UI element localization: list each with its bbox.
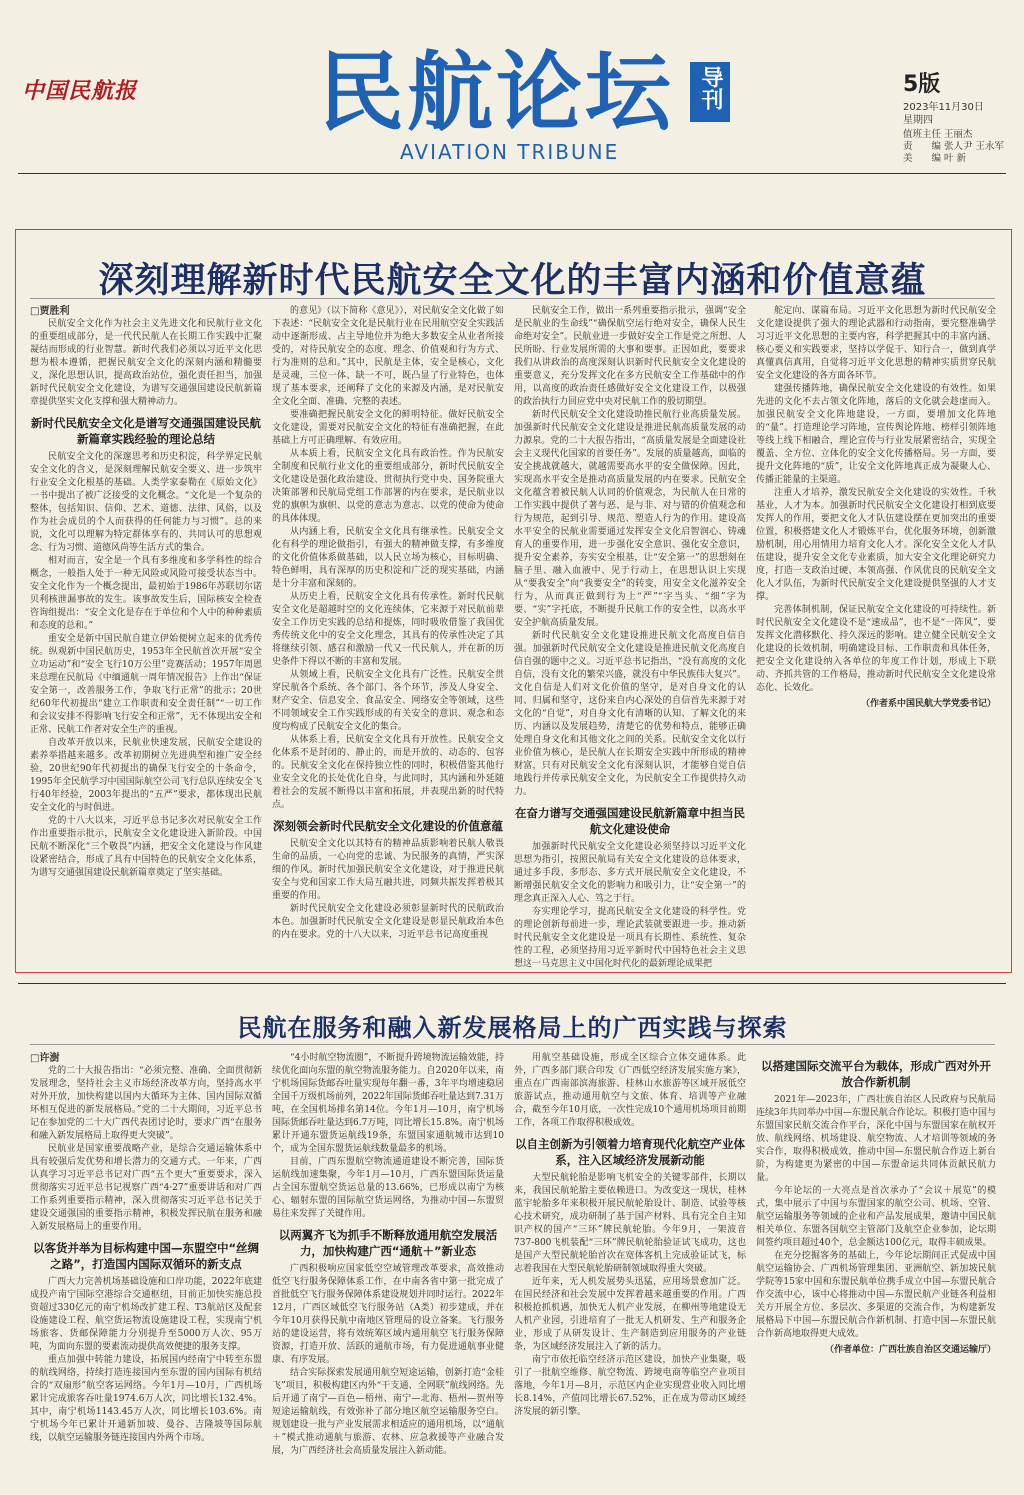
article-2-column-3 xyxy=(514,1052,746,1482)
article-1-byline: □贾胜利 xyxy=(30,306,70,317)
dateline xyxy=(903,101,984,127)
paragraph: 结合实际探索发展通用航空短途运输，创新打造“金桂飞”项目，积极构建区内外“干支通、全网联”航线网络。先后开通了南宁—百色—梧州、南宁—北海、梧州—贺州等短途运输航线，有效弥补了部分地区航空运输服务空白。规划建设一批与产业发展需求相适应的通用机场，以“通航＋”模式推动通航与旅游、农林、应急救援等产业融合发展，为广西经济社会高质量发展注入新动能。 xyxy=(272,1368,504,1456)
article-1-column-3 xyxy=(514,305,746,969)
paragraph: 近年来，无人机发展势头迅猛，应用场景愈加广泛。在国民经济和社会发展中发挥着越来越重要的作用。广西积极抢抓机遇，加快无人机产业发展，在柳州等地建设无人机产业园，引进培育了一批无人机研发、生产和服务企业，形成了从研发设计、生产制造到应用服务的产业链条，为区域经济发展注入了新的活力。 xyxy=(514,1277,746,1352)
paragraph: 重安全是新中国民航自建立伊始便树立起来的优秀传统。纵观新中国民航历史，1953年全民航首次开展“安全立功运动”和“安全飞行10万公里”竞赛活动；1957年周恩来总理在民航局《中缅通航一周年情况报告》上作出“保证安全第一，改善服务工作，争取飞行正常”的批示；20世纪60年代初提出“建立工作职责和安全责任制”“一切工作和会议安排不得影响飞行安全和正常”，无不体现出安全和正常、民航工作者对安全生产的重视。 xyxy=(30,634,262,735)
staff-line: 美 编 叶 新 xyxy=(903,153,967,164)
article-2-subheading-2: 以两翼齐飞为抓手不断释放通用航空发展活力，加快构建广西“通航＋”新业态 xyxy=(278,1228,498,1258)
paragraph: 新时代民航安全文化建设助推民航行业高质量发展。加强新时代民航安全文化建设是推进民航高质量发展的动力源泉。党的二十大报告指出，“高质量发展是全面建设社会主义现代化国家的首要任务”。发展的质量越高，面临的安全挑战就越大，就越需要高水平的安全做保障。因此，实现高水平安全是推动高质量发展的内在要求。民航安全文化蕴含着被民航人认同的价值观念，为民航人在日常的工作实践中提供了著与恶、是与非、对与错的价值观念和行为规范，起到引导、规范、塑造人行为的作用。建设高水平安全的民航业需要通过发挥安全文化启智润心、铸魂育人的重要作用，进一步强化安全意识、强化安全意识，提升安全素养，夯实安全根基，让“安全第一”的思想刻在脑子里、融入血液中、见于行动上，在思想认识上实现从“要我安全”向“我要安全”的转变，用安全文化滋养安全行为，从而真正做到行为上“严”“字当头、“细”字为要、“实”字托底，不断提升民航工作的安全性，以高水平安全护航高质量发展。 xyxy=(514,410,746,628)
article-1-subheading-2: 深刻领会新时代民航安全文化建设的价值意蕴 xyxy=(273,819,503,833)
paragraph: 在充分挖掘客务的基础上，今年论坛期间正式促成中国航空运输协会、广西机场管理集团、亚洲航空、新加坡民航学院等15家中国和东盟民航单位携手成立中国—东盟民航合作交流中心，该中心将推动中国—东盟民航产业链各利益相关方开展全方位、多层次、多渠道的交流合作，为构建新发展格局下中国—东盟民航合作新机制、打造中国—东盟民航合作新高地取得更大成效。 xyxy=(756,1251,996,1339)
paragraph: 注重人才培养，激发民航安全文化建设的实效性。千秋基业，人才为本。加强新时代民航安全文化建设打相到底要发挥人的作用，要把文化人才队伍建设摆在更加突出的重要位置，积极搭建文化人才锻炼平台，优化服务环境，创新激励机制，用心用情用力培育文化人才。深化安全文化人才队伍建设，提升安全文化专业素质，加大安全文化理论研究力度，打造一支政治过硬、本领高强、作风优良的民航安全文化人才队伍，为新时代民航安全文化建设提供坚强的人才支撑。 xyxy=(756,488,996,602)
headline-rule xyxy=(30,298,995,299)
masthead-english: AVIATION TRIBUNE xyxy=(400,140,620,164)
paragraph: 建强传播阵地，确保民航安全文化建设的有效性。如果先进的文化不去占领文化阵地，落后的文化就会趁虚而入。加强民航安全文化阵地建设，一方面，要增加文化阵地的“量”。打造理论学习阵地，宣传舆论阵地、榜样引领阵地等线上线下相融合，理论宣传与行业发展紧密结合，实现全覆盖、全方位、立体化的安全文化传播格局。另一方面，要提升文化阵地的“质”，让安全文化阵地真正成为凝聚人心、传播正能量的主渠道。 xyxy=(756,384,996,485)
paragraph: 完善体制机制，保证民航安全文化建设的可持续性。新时代民航安全文化建设不是“速成品”，也不是“一阵风”，要发挥文化潜移默化、持久深远的影响。建立健全民航安全文化建设的长效机制，明确建设目标、工作职责和具体任务，把安全文化建设纳入各单位的年度工作计划，形成上下联动、齐抓共管的工作格局，推动新时代民航安全文化建设常态化、长效化。 xyxy=(756,605,996,693)
paragraph: 的意见》（以下简称《意见》），对民航安全文化做了如下表述：“民航安全文化是民航行业在民用航空安全实践活动中逐渐形成、占主导地位并为绝大多数安全从业者所接受的，对待民航安全的态度、理念、价值观和行为方式、行为准则的总和。”其中，民航是主体，安全是核心，文化是灵魂，三位一体、缺一不可，既凸显了行业特色，也体现了基本要求，还阐释了文化的来源及内涵，是对民航安全文化全面、准确、完整的表述。 xyxy=(272,306,504,407)
newspaper-logo: 中国民航报 xyxy=(22,78,138,104)
paragraph: 舵定向、谋篇布局。习近平文化思想为新时代民航安全文化建设提供了强大的理论武器和行动指南，要完整准确学习习近平文化思想的主要内容，科学把握其中的丰富内涵、核心要义和实践要求，坚持以学促干、知行合一，做到真学真懂真信真用，自觉将习近平文化思想的精神实质贯穿民航安全文化建设的各方面各环节。 xyxy=(756,306,996,381)
paragraph: 从体系上看，民航安全文化具有开放性。民航安全文化体系不是封闭的、静止的，而是开放的、动态的、包容的。民航安全文化在保持独立性的同时，积极借鉴其他行业安全文化的长处优化自身，与此同时，其内涵和外延随着社会的发展不断得以丰富和拓展，并表现出新的时代特点。 xyxy=(272,735,504,810)
paragraph: 南宁市依托临空经济示范区建设，加快产业集聚，吸引了一批航空维修、航空物流、跨境电商等临空产业项目落地，今年1月—8月，示范区内企业实现营业收入同比增长8.14%，产值同比增长67.52%，正在成为带动区域经济发展的新引擎。 xyxy=(514,1355,746,1417)
staff-line: 责 编 张人尹 王永军 xyxy=(903,141,1005,152)
paragraph: 相对而言，安全是一个具有多维度和多学科性的综合概念，一般指人处于一种无风险或风险可接受状态当中。安全文化作为一个概念提出，最初始于1986年苏联切尔诺贝利核泄漏事故的发生。该事故发生后，国际核安全检查咨询组提出：“安全文化是存在于单位和个人中的种种素质和态度的总和。” xyxy=(30,556,262,631)
paragraph: 民航安全工作，做出一系列重要指示批示，强调“安全是民航业的生命线”“确保航空运行绝对安全，确保人民生命绝对安全”。民航业进一步做好安全工作是党之所想、人民所盼、行业发展所需的大事和要事。正因如此，要要求我们从讲政治的高度深刻认识新时代民航安全文化建设的重要意义，充分发挥文化在多方民航安全工作基础中的作用，以高度的政治责任感做好安全文化建设工作，以极强的政治执行力回应党中央对民航工作的殷切期望。 xyxy=(514,306,746,407)
paragraph: 新时代民航安全文化建设必须彰显新时代的民航政治本色。加强新时代民航安全文化建设是彰显民航政治本色的内在要求。党的十八大以来，习近平总书记高度重视 xyxy=(272,904,504,940)
paragraph: 从领域上看，民航安全文化具有广泛性。民航安全贯穿民航各个系统、各个部门、各个环节，涉及人身安全、财产安全、信息安全、食品安全、网络安全等领域，这些不同领域安全工作实践形成的有关安全的意识、观念和态度均构成了民航安全文化的集合。 xyxy=(272,670,504,732)
paragraph: 党的十八大以来，习近平总书记多次对民航安全工作作出重要指示批示，民航安全文化建设进入新阶段。中国民航不断深化“三个敬畏”内涵，把安全文化建设与作风建设紧密结合，形成了具有中国特色的民航安全文化体系，为谱写交通强国建设民航新篇章奠定了坚实基础。 xyxy=(30,816,262,878)
paragraph: 党的二十大报告指出：“必须完整、准确、全面贯彻新发展理念，坚持社会主义市场经济改革方向，坚持高水平对外开放，加快构建以国内大循环为主体、国内国际双循环相互促进的新发展格局。”党的二十大期间，习近平总书记在参加党的二十大广西代表团讨论时，要求广西“在服务和融入新发展格局上取得更大突破”。 xyxy=(30,1066,262,1141)
paragraph: 大型民航轮胎是影响飞机安全的关键零部件，长期以来，我国民航轮胎主要依赖进口。为改变这一现状，桂林蓝宇轮胎多年来积极开展民航轮胎设计、制造、试验等核心技术研究，成功研制了基于国产材料、具有完全自主知识产权的国产“三环”牌民航轮胎。今年9月，一架波音737-800飞机装配“三环”牌民航轮胎验证试飞成功，这也是国产大型民航轮胎首次在宽体客机上完成验证试飞，标志着我国在大型民航轮胎研制领域取得重大突破。 xyxy=(514,1173,746,1274)
section-divider xyxy=(18,983,1006,984)
paragraph: 从本质上看，民航安全文化具有政治性。作为民航安全制度和民航行业文化的重要组成部分，新时代民航安全文化建设是强化政治建设、贯彻执行党中央、国务院重大决策部署和民航局党组工作部署的内在要求，是民航业以党的旗帜为旗帜、以党的意志为意志、以党的使命为使命的具体体现。 xyxy=(272,449,504,524)
article-1-headline: 深刻理解新时代民航安全文化的丰富内涵和价值意蕴 xyxy=(98,260,927,301)
article-2-subheading-1: 以客货并举为目标构建中国—东盟空中“丝绸之路”，打造国内国际双循环的新支点 xyxy=(32,1241,260,1271)
article-1-column-4 xyxy=(756,305,996,963)
paragraph: 从历史上看，民航安全文化具有传承性。新时代民航安全文化是超越时空的文化连续体，它来源于对民航前辈安全工作历史实践的总结和提炼，同时吸收借鉴了我国优秀传统文化中的安全文化理念，其具有的传承性决定了其将继续引领、感召和激励一代又一代民航人，并在新的历史条件下得以不断的丰富和发展。 xyxy=(272,592,504,667)
article-1-credit: （作者系中国民航大学党委书记） xyxy=(860,699,996,709)
edition-number: 5版 xyxy=(903,72,941,97)
article-2-column-1 xyxy=(30,1052,262,1482)
paragraph: “4小时航空物流圈”，不断提升跨境物流运输效能，持续优化面向东盟的航空物流服务能力。自2020年以来，南宁机场国际货邮吞吐量实现每年翻一番，3年平均增速稳居全国千万级机场前列，2022年国际货邮吞吐量达到7.31万吨，在全国机场排名第14位。今年1月—10月，南宁机场国际货邮吞吐量达到6.7万吨，同比增长15.8%。南宁机场累计开通东盟货运航线19条，东盟国家通航城市达到10个，成为全国东盟货运航线数量最多的机场。 xyxy=(272,1053,504,1154)
article-1-subheading-1: 新时代民航安全文化是谱写交通强国建设民航新篇章实践经验的理论总结 xyxy=(31,416,261,446)
paragraph: 民航业是国家重要战略产业，是综合交通运输体系中具有较强后发优势和增长潜力的交通方式。一年来，广西认真学习习近平总书记对广西“五个更大”重要要求，深入贯彻落实习近平总书记视察广西“4·27”重要讲话和对广西工作系列重要指示精神，深入贯彻落实习近平总书记关于建设交通强国的重要指示精神，积极发挥民航在服务和融入新发展格局上的重要作用。 xyxy=(30,1144,262,1232)
masthead-title: 民航论坛 xyxy=(318,43,674,143)
paragraph: 夯实理论学习，提高民航安全文化建设的科学性。党的理论创新每前进一步，理论武装就要跟进一步。推动新时代民航安全文化建设是一项具有长期性、系统性、复杂性的工程，必须坚持用习近平新时代中国特色社会主义思想这一马克思主义中国化时代化的最新理论成果把 xyxy=(514,907,746,969)
article-1-subheading-3: 在奋力谱写交通强国建设民航新篇章中担当民航文化建设使命 xyxy=(515,806,745,836)
paragraph: 目前，广西东盟航空物流通道建设不断完善，国际货运航线加速集聚，今年1月—10月，广西东盟国际货运量占全国东盟航空货运总量的13.66%，已形成以南宁为核心、辐射东盟的国际航空货运网络，为推动中国—东盟贸易往来发挥了关键作用。 xyxy=(272,1157,504,1219)
staff-list xyxy=(903,129,1004,165)
paragraph: 民航安全文化作为社会主义先进文化和民航行业文化的重要组成部分，是一代代民航人在长期工作实践中汇聚凝结而形成的行业智慧。新时代我们必须以习近平文化思想为根本遵循，把握民航安全文化的深刻内涵和精髓要义，深化思想认识，提高政治站位，强化责任担当，加强新时代民航安全文化建设，为谱写交通强国建设民航新篇章提供坚实文化支撑和强大精神动力。 xyxy=(30,319,262,407)
paragraph: 重点加强中转能力建设，拓展国内经南宁中转至东盟的航线网络，持续打造连接国内至东盟的国内国际有机结合的“双扇形”航空客运网络。今年1月—10月，广西机场累计完成旅客吞吐量1974.6万人次，同比增长132.4%。其中，南宁机场1143.45万人次，同比增长103.6%。南宁机场今年已累计开通新加坡、曼谷、吉隆坡等国际航线，以航空运输服务链连接国内外两个市场。 xyxy=(30,1355,262,1443)
article-2-credit: （作者单位：广西壮族自治区交通运输厅） xyxy=(824,1345,996,1355)
paragraph: 民航安全文化以其特有的精神品质影响着民航人敬畏生命的品质，一心向党的忠诚、为民服务的真情，严实深细的作风。新时代加强民航安全文化建设，对于推进民航安全与党和国家工作大局互融共进，同频共振发挥着极其重要的作用。 xyxy=(272,839,504,901)
masthead-subtitle-badge xyxy=(690,62,730,122)
paragraph: 要准确把握民航安全文化的鲜明特征。做好民航安全文化建设，需要对民航安全文化的特征有准确把握，在此基础上方可正确理解、有效应用。 xyxy=(272,410,504,446)
weekday: 星期四 xyxy=(903,115,933,126)
paragraph: 用航空基础设施，形成全区综合立体交通体系。此外，广西多部门联合印发《广西低空经济发展实施方案》，重点在广西南部滨海旅游、桂林山水旅游等区域开展低空旅游试点，推动通用航空与文旅、体育、培训等产业融合，截至今年10月底，一次性完成10个通用机场项目前期工作，各项工作取得积极成效。 xyxy=(514,1053,746,1128)
headline-rule xyxy=(30,1044,995,1045)
paragraph: 民航安全文化的深邃思考和历史积淀，科学界定民航安全文化的含义，是深刻理解民航安全要义、进一步筑牢行业安全文化根基的基础。人类学家泰勒在《原始文化》一书中提出了被广泛接受的文化概念。“文化是一个复杂的整体，包括知识、信仰、艺术、道德、法律、风俗，以及作为社会成员的个人而获得的任何能力与习惯”。总的来说，文化可以理解为特定群体享有的、共同认可的思想观念、行为习惯、道德风尚等生活方式的集合。 xyxy=(30,452,262,553)
masthead-divider xyxy=(18,173,1006,174)
date: 2023年11月30日 xyxy=(903,102,984,113)
paragraph: 从内涵上看，民航安全文化具有继承性。民航安全文化有科学的理论做指引，有强大的精神做支撑，有多维度的文化价值体系做基础，以人民立场为核心，目标明确、特色鲜明，具有深厚的历史积淀和广泛的现实基础，内涵是十分丰富和深刻的。 xyxy=(272,527,504,589)
paragraph: 新时代民航安全文化建设推进民航文化高度自信自强。加强新时代民航安全文化建设是推进民航文化高度自信自强的题中之义。习近平总书记指出，“没有高度的文化自信，没有文化的繁荣兴盛，就没有中华民族伟大复兴”。文化自信是人们对文化价值的坚守，是对自身文化的认同、归属和坚守，这份来自内心深处的自信首先来源于对文化的“自觉”，对自身文化有清晰的认知、了解文化的来历、内涵以及发展趋势，清楚它的优势和特点，能够正确处理自身文化和其他文化之间的关系。民航安全文化以行业价值为核心，是民航人在长期安全实践中所形成的精神财富，只有对民航安全文化有深刻认识，才能够自觉自信地践行并传承民航安全文化，为民航安全工作提供持久动力。 xyxy=(514,631,746,797)
paragraph: 自改革开放以来，民航业快速发展，民航安全建设的素养举措越来越多。改革初期树立先进典型和推广安全经验，20世纪90年代初提出的确保飞行安全的十条命令，1995年全民航学习中国国际航空公司飞行总队连续安全飞行40年经验，2003年提出的“五严”要求，都体现出民航安全文化的与时俱进。 xyxy=(30,738,262,813)
masthead-subtitle: 导刊 xyxy=(698,66,723,110)
paragraph: 2021年—2023年，广西壮族自治区人民政府与民航局连续3年共同举办中国—东盟民航合作论坛。积极打造中国与东盟国家民航交流合作平台，深化中国与东盟国家在航权开放、航线网络、机场建设、航空物流、人才培训等领域的务实合作，取得积极成效，推动中国—东盟民航合作迈上新台阶，为构建更为紧密的中国—东盟命运共同体贡献民航力量。 xyxy=(756,1095,996,1183)
article-2-byline: □许澍 xyxy=(30,1053,60,1064)
paragraph: 今年论坛的一大亮点是首次承办了“会议＋展览”的模式，集中展示了中国与东盟国家的航空公司、机场、空管、航空运输服务等领域的企业和产品发展成果，邀请中国民航相关单位、东盟各国航空主管部门及航空企业参加，论坛期间签约项目超过40个，总金额达100亿元，取得丰硕成果。 xyxy=(756,1186,996,1248)
article-2-subheading-4: 以搭建国际交流平台为载体，形成广西对外开放合作新机制 xyxy=(761,1059,991,1089)
staff-line: 值班主任 王丽杰 xyxy=(903,129,973,140)
article-2-subheading-3: 以自主创新为引领着力培育现代化航空产业体系，注入区域经济发展新动能 xyxy=(515,1137,745,1167)
article-1-column-1 xyxy=(30,305,262,963)
article-2-headline: 民航在服务和融入新发展格局上的广西实践与探索 xyxy=(237,1013,788,1042)
paragraph: 加强新时代民航安全文化建设必须坚持以习近平文化思想为指引，按照民航局有关安全文化建设的总体要求，通过多手段、多形态、多方式开展民航安全文化建设，不断增强民航安全文化的影响力和吸引力，让“安全第一”的理念真正深入人心、笃之于行。 xyxy=(514,842,746,904)
article-2-column-2 xyxy=(272,1052,504,1482)
article-1-column-2 xyxy=(272,305,504,963)
article-2-column-4 xyxy=(756,1052,996,1482)
paragraph: 广西积极响应国家低空空域管理改革要求，高效推动低空飞行服务保障体系工作，在中南各省中第一批完成了首批低空飞行服务保障体系建设规划并同时运行。2022年12月，广西区域低空飞行服务站（A类）初步建成，并在今年10月获得民航中南地区管理局的设立备案。飞行服务站的建设运营，将有效统筹区域内通用航空飞行服务保障资源，打造开放、活跃的通航市场，有力促进通航事业健康、有序发展。 xyxy=(272,1264,504,1365)
paragraph: 广西大力完善机场基础设施和口岸功能，2022年底建成投产南宁国际空港综合交通枢纽，目前正加快实施总投资超过330亿元的南宁机场改扩建工程、T3航站区及配套设施建设工程、航空货运物流设施建设工程，实现南宁机场旅客、货邮保障能力分别提升至5000万人次、95万吨，为面向东盟的要素流动提供高效便捷的服务支撑。 xyxy=(30,1277,262,1352)
